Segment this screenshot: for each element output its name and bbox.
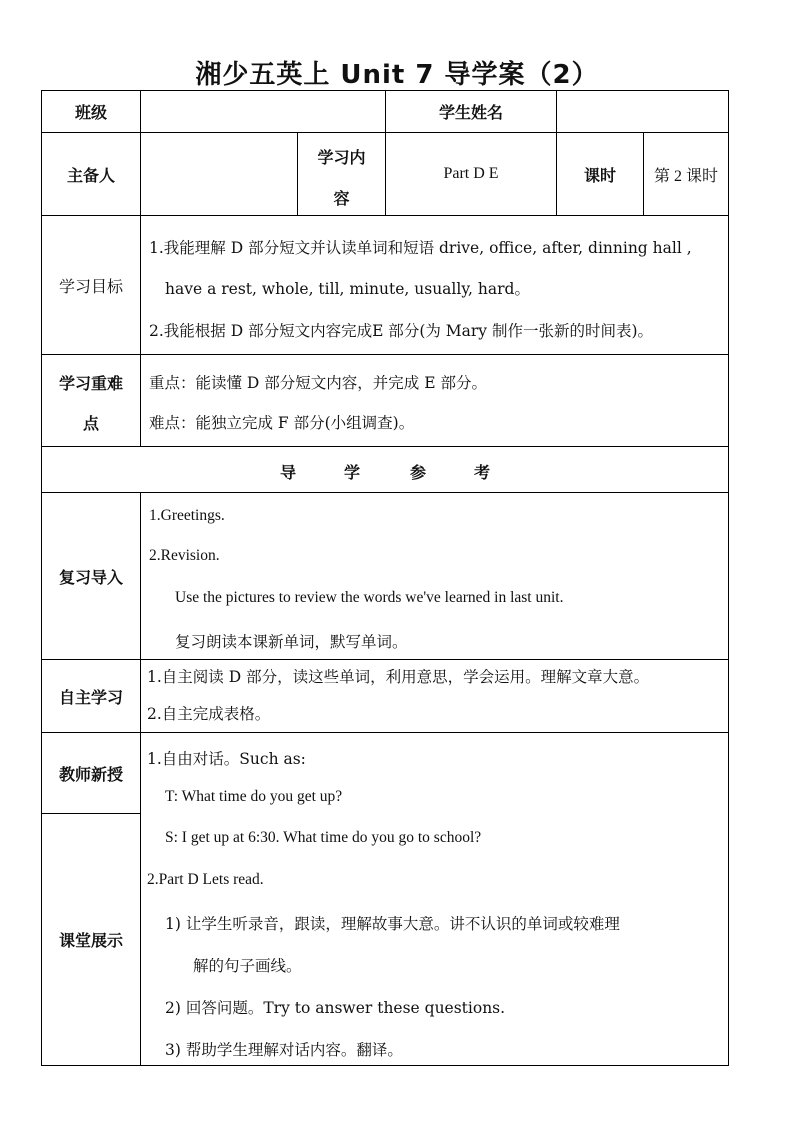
keypoints-label-line2: 点: [82, 414, 99, 433]
keypoints-line-2: 难点：能独立完成 F 部分(小组调查)。: [149, 414, 415, 432]
student-name-value-cell[interactable]: [556, 90, 729, 133]
teach-line-7: 2) 回答问题。Try to answer these questions.: [165, 999, 506, 1017]
selfstudy-label: 自主学习: [41, 659, 141, 733]
teach-line-3: S: I get up at 6:30. What time do you go to school?: [165, 829, 482, 846]
guide-char-3: 参: [410, 463, 427, 482]
guide-char-1: 导: [280, 463, 297, 482]
review-label: 复习导入: [41, 492, 141, 660]
content-label-line1: 学习内: [317, 148, 366, 167]
class-label: 班级: [41, 90, 141, 133]
goals-label: 学习目标: [41, 215, 141, 355]
teach-line-4: 2.Part D Lets read.: [147, 871, 264, 888]
period-label: 课时: [556, 132, 644, 216]
teach-line-8: 3) 帮助学生理解对话内容。翻译。: [165, 1041, 403, 1059]
teach-line-1: 1.自由对话。Such as:: [147, 750, 306, 768]
review-line-3: Use the pictures to review the words we've learned in last unit.: [175, 589, 564, 606]
selfstudy-content: [140, 659, 729, 733]
student-name-label: 学生姓名: [385, 90, 557, 133]
content-label: [297, 132, 386, 216]
teach-line-6: 解的句子画线。: [193, 957, 302, 975]
preparer-label: 主备人: [41, 132, 141, 216]
content-value: Part D E: [385, 132, 557, 216]
selfstudy-line-2: 2.自主完成表格。: [147, 705, 271, 723]
teach-line-2: T: What time do you get up?: [165, 788, 343, 805]
goals-line-3: 2.我能根据 D 部分短文内容完成E 部分(为 Mary 制作一张新的时间表)。: [149, 322, 654, 340]
preparer-value-cell[interactable]: [140, 132, 298, 216]
keypoints-line-1: 重点：能读懂 D 部分短文内容，并完成 E 部分。: [149, 374, 487, 392]
page-title: 湘少五英上 Unit 7 导学案（2）: [195, 60, 599, 90]
review-line-4: 复习朗读本课新单词，默写单词。: [175, 633, 408, 651]
review-line-2: 2.Revision.: [149, 547, 220, 564]
display-label: 课堂展示: [41, 813, 141, 1066]
selfstudy-line-1: 1.自主阅读 D 部分，读这些单词，利用意思，学会运用。理解文章大意。: [147, 668, 650, 686]
content-label-line2: 容: [333, 189, 350, 208]
review-line-1: 1.Greetings.: [149, 507, 225, 524]
teach-content: [140, 732, 729, 1066]
keypoints-content: [140, 354, 729, 447]
teach-line-5: 1) 让学生听录音，跟读，理解故事大意。讲不认识的单词或较难理: [165, 915, 620, 933]
teach-label: 教师新授: [41, 732, 141, 814]
review-content: [140, 492, 729, 660]
goals-line-2: have a rest, whole, till, minute, usually, hard。: [165, 280, 530, 298]
class-value-cell[interactable]: [140, 90, 386, 133]
guide-reference-header: [41, 446, 729, 493]
period-value: 第 2 课时: [643, 132, 729, 216]
keypoints-label-line1: 学习重难: [58, 374, 123, 393]
guide-char-4: 考: [474, 463, 491, 482]
keypoints-label: [41, 354, 141, 447]
goals-line-1: 1.我能理解 D 部分短文并认读单词和短语 drive, office, after, dinning hall ,: [149, 239, 692, 257]
guide-char-2: 学: [344, 463, 361, 482]
goals-content: [140, 215, 729, 355]
